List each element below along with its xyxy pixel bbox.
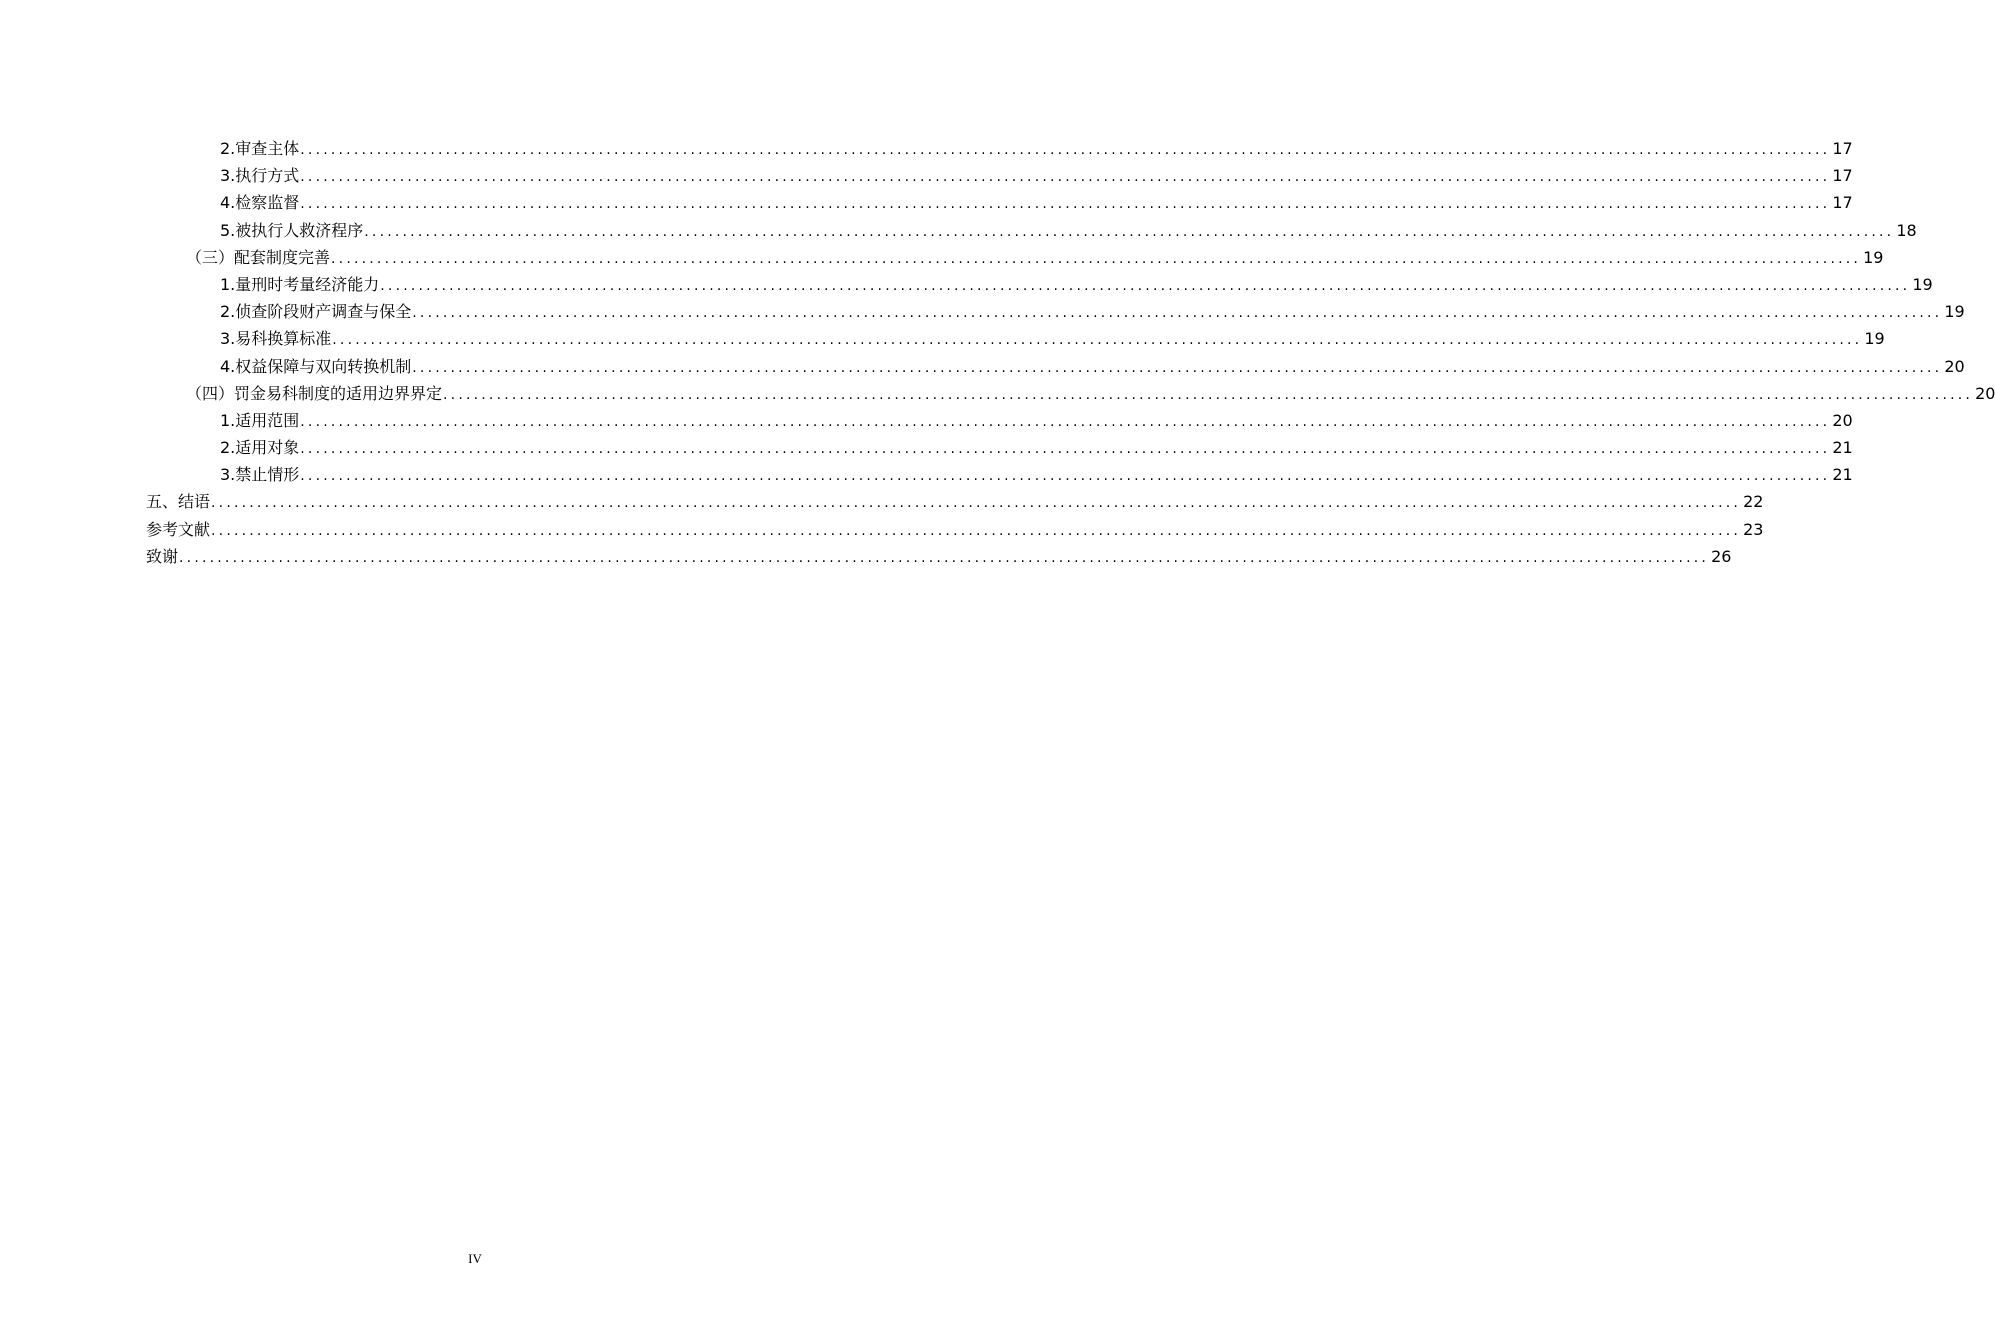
toc-entry[interactable] — [146, 162, 1853, 189]
toc-entry[interactable] — [146, 271, 1933, 298]
toc-dot-leader: ........................................................................................................................................................................................................ — [300, 196, 1831, 213]
table-of-contents — [146, 135, 1995, 570]
toc-dot-leader: ........................................................................................................................................................................................................ — [364, 223, 1895, 240]
page-number: IV — [468, 1251, 482, 1266]
toc-entry-title: 5.被执行人救济程序 — [220, 220, 364, 240]
toc-dot-leader: ........................................................................................................................................................................................................ — [412, 305, 1943, 322]
toc-entry[interactable] — [146, 407, 1853, 434]
toc-entry-page: 20 — [1832, 410, 1853, 430]
toc-entry-title: 1.适用范围 — [220, 410, 300, 430]
toc-entry[interactable] — [146, 488, 1764, 515]
toc-entry-page: 23 — [1743, 519, 1764, 539]
toc-dot-leader: ........................................................................................................................................................................................................ — [211, 495, 1742, 512]
toc-entry-page: 20 — [1975, 383, 1995, 403]
toc-entry-page: 26 — [1711, 546, 1732, 566]
toc-entry-page: 17 — [1832, 193, 1853, 213]
toc-entry-page: 19 — [1944, 302, 1965, 322]
toc-dot-leader: ........................................................................................................................................................................................................ — [380, 277, 1911, 294]
toc-dot-leader: ........................................................................................................................................................................................................ — [211, 522, 1742, 539]
toc-entry[interactable] — [146, 135, 1853, 162]
toc-entry[interactable] — [146, 461, 1853, 488]
toc-entry-title: 2.审查主体 — [220, 139, 300, 158]
toc-entry-page: 21 — [1832, 465, 1853, 485]
toc-entry[interactable] — [146, 244, 1884, 271]
toc-dot-leader: ........................................................................................................................................................................................................ — [300, 169, 1831, 186]
toc-entry[interactable] — [146, 380, 1995, 407]
toc-entry[interactable] — [146, 217, 1917, 244]
toc-dot-leader: ........................................................................................................................................................................................................ — [300, 468, 1831, 485]
toc-entry-page: 19 — [1864, 329, 1885, 349]
toc-entry-page: 17 — [1832, 166, 1853, 186]
toc-entry-title: 3.易科换算标准 — [220, 329, 332, 349]
toc-entry-page: 19 — [1863, 247, 1884, 267]
toc-dot-leader: ........................................................................................................................................................................................................ — [300, 441, 1831, 458]
toc-entry-title: 1.量刑时考量经济能力 — [220, 274, 380, 294]
toc-entry-title: 4.检察监督 — [220, 193, 300, 213]
toc-entry[interactable] — [146, 353, 1965, 380]
toc-entry[interactable] — [146, 298, 1965, 325]
toc-entry-page: 20 — [1944, 356, 1965, 376]
toc-dot-leader: ........................................................................................................................................................................................................ — [443, 386, 1974, 403]
toc-entry-title: 2.适用对象 — [220, 438, 300, 458]
toc-entry-page: 22 — [1743, 492, 1764, 512]
toc-entry[interactable] — [146, 516, 1764, 543]
toc-entry[interactable] — [146, 543, 1732, 570]
toc-entry-page: 17 — [1832, 139, 1853, 158]
toc-dot-leader: ........................................................................................................................................................................................................ — [331, 250, 1862, 267]
toc-entry[interactable] — [146, 189, 1853, 216]
toc-entry-title: 2.侦查阶段财产调查与保全 — [220, 302, 412, 322]
toc-entry-page: 18 — [1896, 220, 1917, 240]
toc-dot-leader: ........................................................................................................................................................................................................ — [300, 413, 1831, 430]
toc-entry-title: 4.权益保障与双向转换机制 — [220, 356, 412, 376]
toc-dot-leader: ........................................................................................................................................................................................................ — [332, 332, 1863, 349]
toc-entry-page: 21 — [1832, 438, 1853, 458]
toc-entry-title: 参考文献 — [146, 519, 211, 539]
toc-entry-title: 致谢 — [146, 546, 179, 566]
toc-entry-title: （四）罚金易科制度的适用边界界定 — [186, 383, 443, 403]
toc-entry-title: 3.禁止情形 — [220, 465, 300, 485]
toc-entry-title: 五、结语 — [146, 492, 211, 512]
toc-dot-leader: ........................................................................................................................................................................................................ — [179, 549, 1710, 566]
toc-entry[interactable] — [146, 325, 1885, 352]
toc-entry-title: 3.执行方式 — [220, 166, 300, 186]
toc-dot-leader: ........................................................................................................................................................................................................ — [412, 359, 1943, 376]
toc-entry-title: （三）配套制度完善 — [186, 247, 331, 267]
toc-entry-page: 19 — [1912, 274, 1933, 294]
toc-dot-leader: ........................................................................................................................................................................................................ — [300, 142, 1831, 158]
toc-entry[interactable] — [146, 434, 1853, 461]
